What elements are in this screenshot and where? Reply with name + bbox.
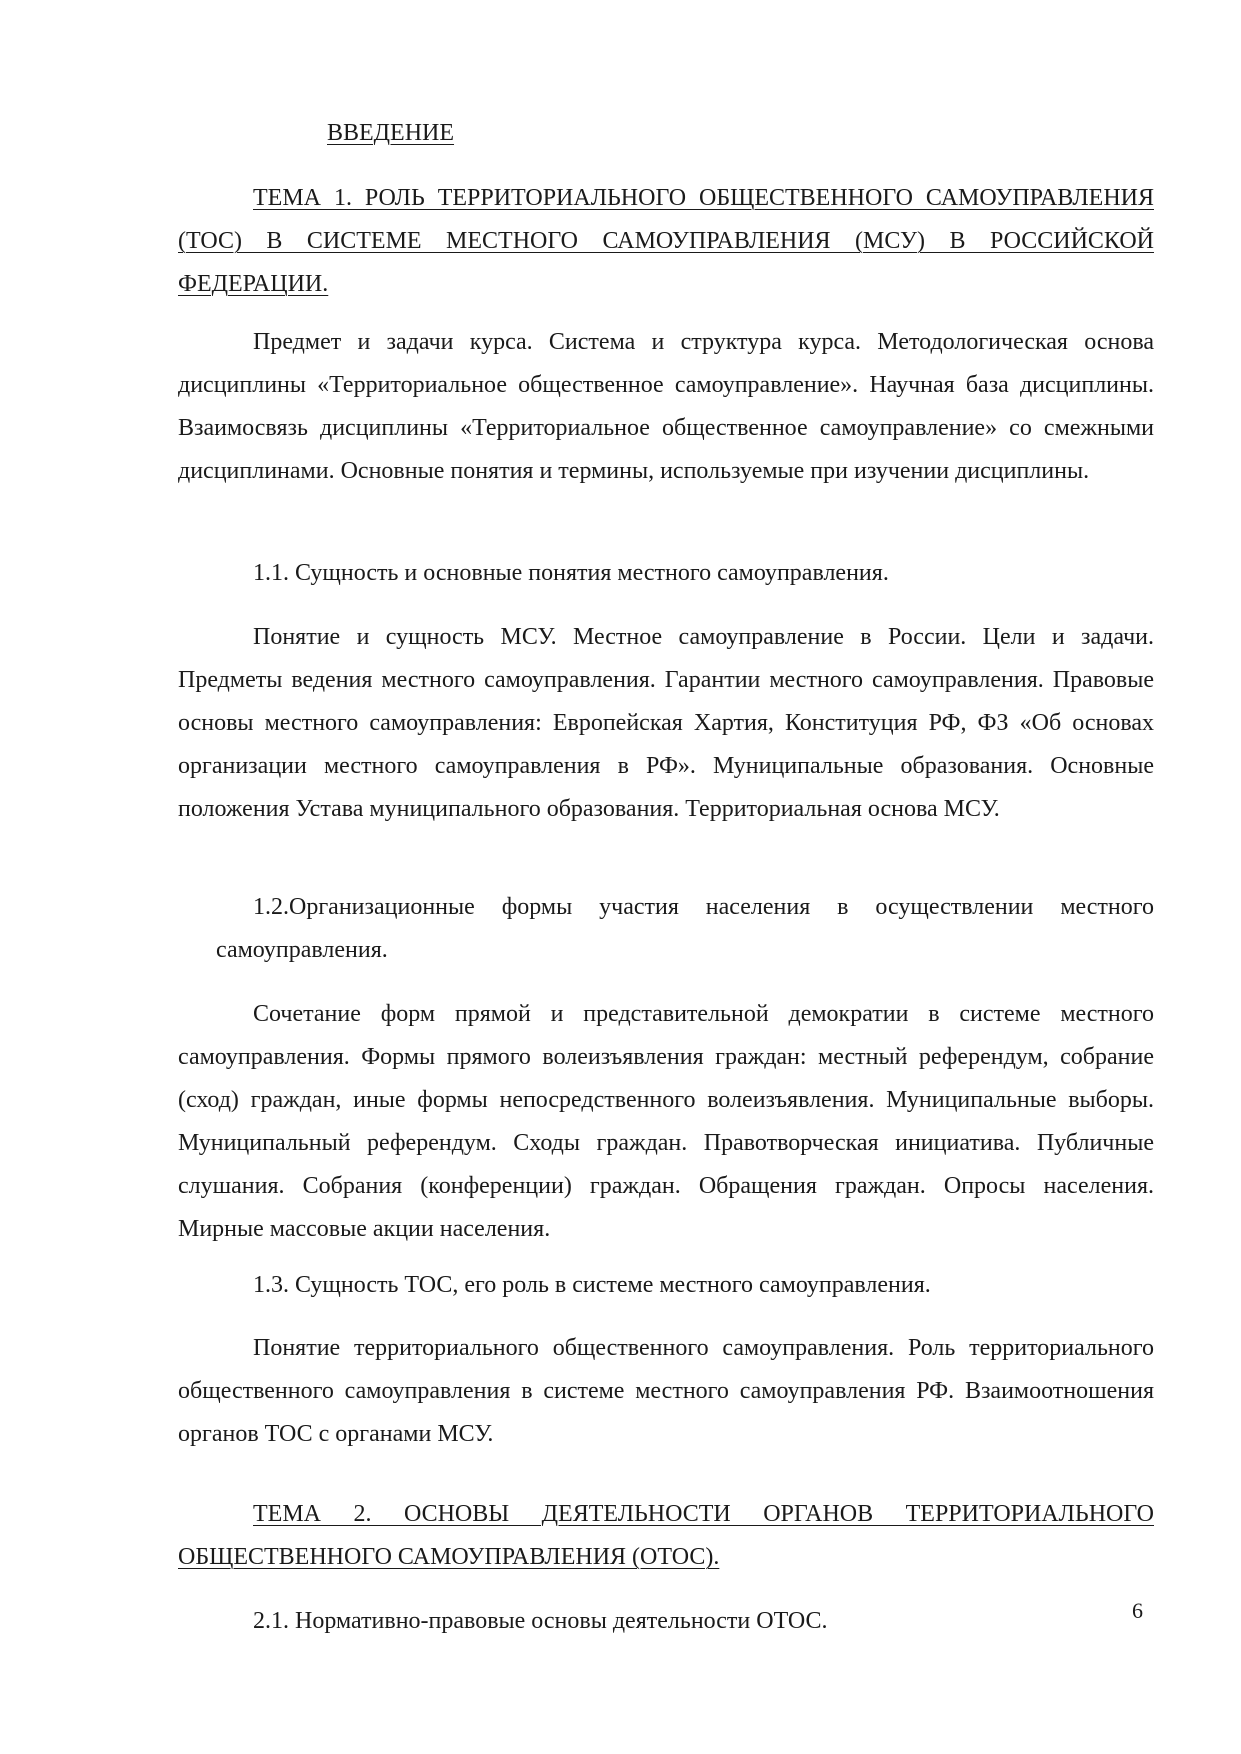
section-1-3-heading: 1.3. Сущность ТОС, его роль в системе местного самоуправления. [253, 1272, 931, 1298]
page-number: 6 [1132, 1598, 1143, 1623]
section-1-2-paragraph: Сочетание форм прямой и представительной демократии в системе местного самоуправления. Формы прямого волеизъявления граждан: местный референдум, собрание (сход) граждан, иные формы непосредственного волеизъявления. Муниципальные выборы. Муниципальный референдум. Сходы граждан. Правотворческая инициатива. Публичные слушания. Собрания (конференции) граждан. Обращения граждан. Опросы населения. Мирные массовые акции населения. [178, 1001, 1154, 1242]
topic2-heading: ТЕМА 2. ОСНОВЫ ДЕЯТЕЛЬНОСТИ ОРГАНОВ ТЕРРИТОРИАЛЬНОГО ОБЩЕСТВЕННОГО САМОУПРАВЛЕНИЯ (ОТОС). [178, 1501, 1154, 1570]
topic1-heading: ТЕМА 1. РОЛЬ ТЕРРИТОРИАЛЬНОГО ОБЩЕСТВЕННОГО САМОУПРАВЛЕНИЯ (ТОС) В СИСТЕМЕ МЕСТНОГО САМОУПРАВЛЕНИЯ (МСУ) В РОССИЙСКОЙ ФЕДЕРАЦИИ. [178, 185, 1154, 297]
section-1-3-paragraph: Понятие территориального общественного самоуправления. Роль территориального общественного самоуправления в системе местного самоуправления РФ. Взаимоотношения органов ТОС с органами МСУ. [178, 1335, 1154, 1447]
intro-heading: ВВЕДЕНИЕ [327, 120, 455, 146]
section-2-1-heading: 2.1. Нормативно-правовые основы деятельности ОТОС. [253, 1608, 828, 1634]
section-1-1-paragraph: Понятие и сущность МСУ. Местное самоуправление в России. Цели и задачи. Предметы ведения местного самоуправления. Гарантии местного самоуправления. Правовые основы местного самоуправления: Европейская Хартия, Конституция РФ, ФЗ «Об основах организации местного самоуправления в РФ». Муниципальные образования. Основные положения Устава муниципального образования. Территориальная основа МСУ. [178, 624, 1154, 822]
section-1-2-heading: 1.2.Организационные формы участия населения в осуществлении местного самоуправления. [216, 894, 1154, 963]
topic1-paragraph: Предмет и задачи курса. Система и структура курса. Методологическая основа дисциплины «Территориальное общественное самоуправление». Научная база дисциплины. Взаимосвязь дисциплины «Территориальное общественное самоуправление» со смежными дисциплинами. Основные понятия и термины, используемые при изучении дисциплины. [178, 329, 1154, 484]
section-1-1-heading: 1.1. Сущность и основные понятия местного самоуправления. [253, 560, 889, 586]
